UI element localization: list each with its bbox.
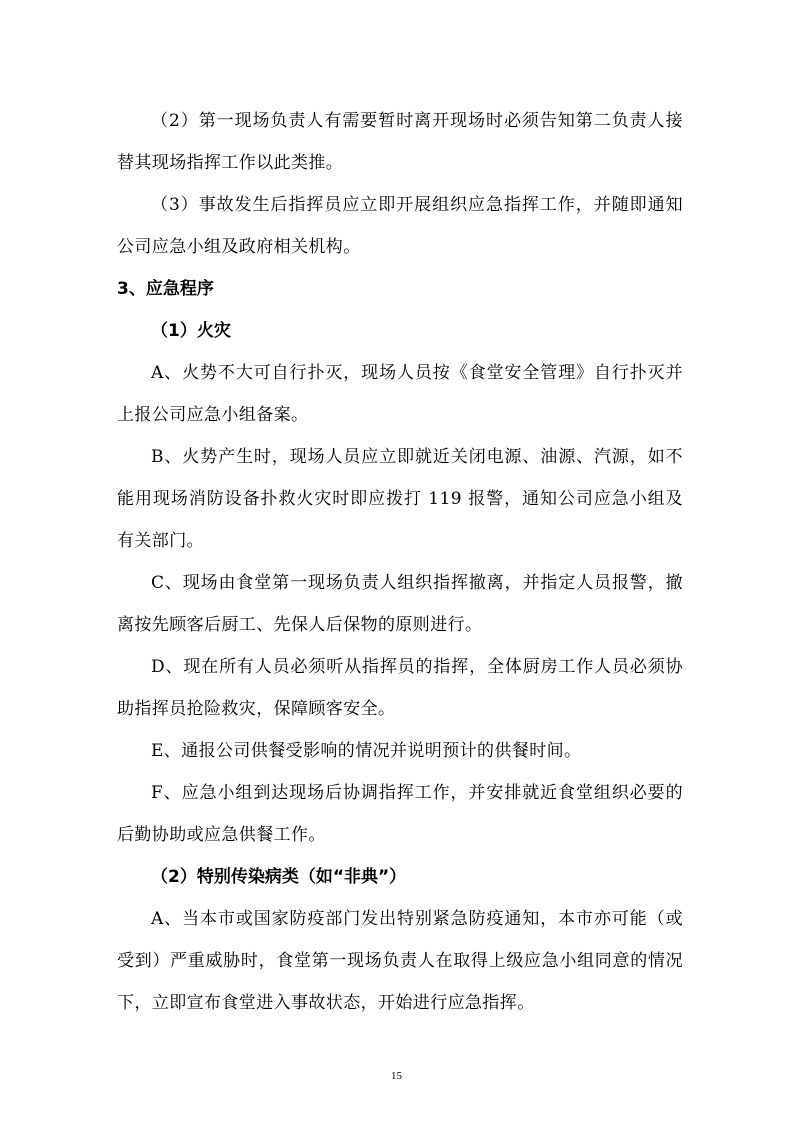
fire-item-e: E、通报公司供餐受影响的情况并说明预计的供餐时间。 [151,741,582,761]
fire-item-d: D、现在所有人员必须听从指挥员的指挥，全体厨房工作人员必须协助指挥员抢险救灾，保障顾客安全。 [117,657,683,719]
fire-item-c: C、现场由食堂第一现场负责人组织指挥撤离，并指定人员报警，撤离按先顾客后厨工、先保人后保物的原则进行。 [117,573,683,635]
document-body [117,100,683,1024]
subheading-fire: （1）火灾 [151,321,231,341]
epidemic-item-a: A、当本市或国家防疫部门发出特别紧急防疫通知，本市亦可能（或受到）严重威胁时，食堂第一现场负责人在取得上级应急小组同意的情况下，立即宣布食堂进入事故状态，开始进行应急指挥。 [117,909,683,1013]
fire-item-f: F、应急小组到达现场后协调指挥工作，并安排就近食堂组织必要的后勤协助或应急供餐工作。 [117,783,683,845]
subheading-epidemic: （2）特别传染病类（如“非典”） [151,867,407,887]
fire-item-a: A、火势不大可自行扑灭，现场人员按《食堂安全管理》自行扑灭并上报公司应急小组备案。 [117,363,683,425]
paragraph-handover: （2）第一现场负责人有需要暂时离开现场时必须告知第二负责人接替其现场指挥工作以此类推。 [117,111,683,173]
page-number: 15 [391,1070,402,1082]
paragraph-commander-action: （3）事故发生后指挥员应立即开展组织应急指挥工作，并随即通知公司应急小组及政府相关机构。 [117,195,683,257]
fire-item-b: B、火势产生时，现场人员应立即就近关闭电源、油源、汽源，如不能用现场消防设备扑救火灾时即应拨打 119 报警，通知公司应急小组及有关部门。 [117,447,683,551]
section-heading-emergency-procedure: 3、应急程序 [117,279,214,299]
